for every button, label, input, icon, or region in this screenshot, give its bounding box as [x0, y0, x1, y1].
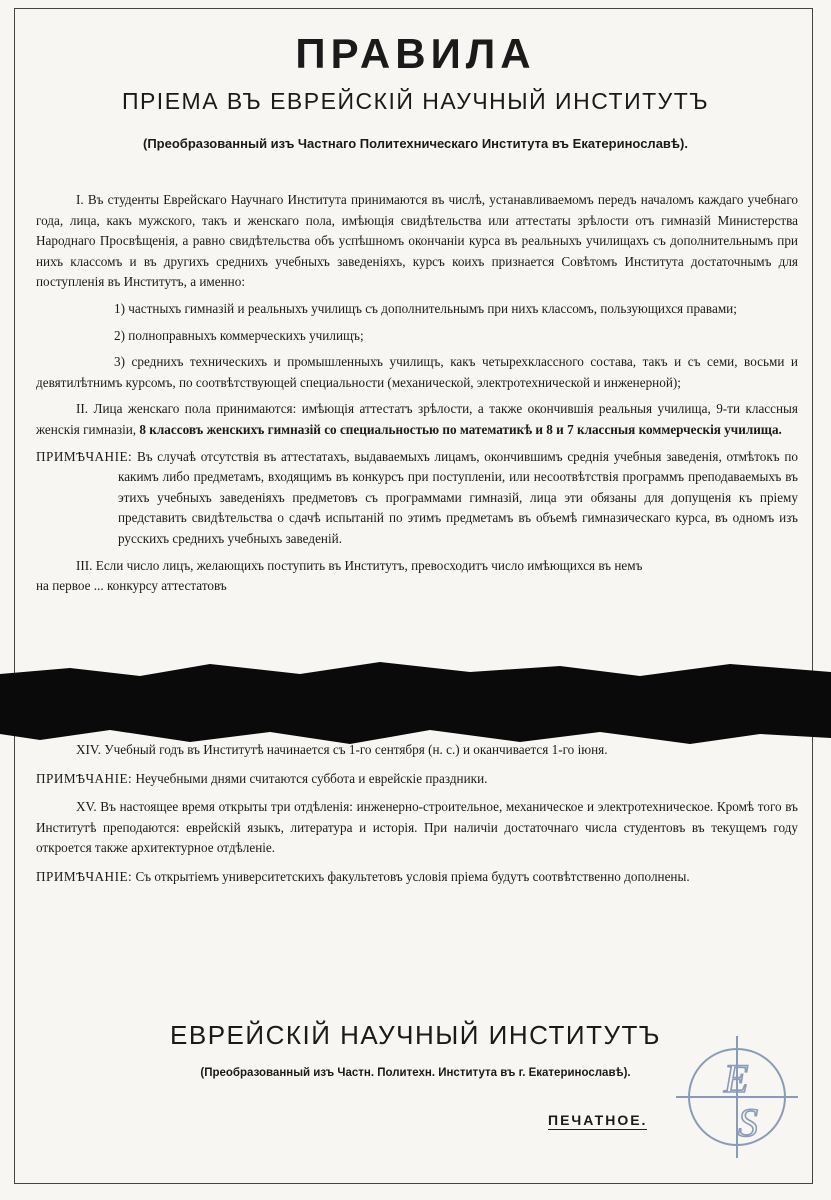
note-1-text: Въ случаѣ отсутствія въ аттестатахъ, выдаваемыхъ лицамъ, окончившимъ среднія учебныя заведенія, отмѣтокъ по какимъ либо предметамъ, входящимъ въ конкурсъ при поступленіи, или несоотвѣтствія программъ преподаваемыхъ въ этихъ учебныхъ заведеніяхъ предметовъ съ программами гимназій, лица эти обязаны для допущенія къ пріему представить свидѣтельства о сдачѣ испытаній по этимъ предметамъ въ объемѣ гимназическаго курса, въ одномъ изъ русскихъ среднихъ учебныхъ заведеній.: [118, 448, 798, 546]
footer-title: ЕВРЕЙСКІЙ НАУЧНЫЙ ИНСТИТУТЪ: [170, 1020, 661, 1050]
section-2-text: II. Лица женскаго пола принимаются: имѣющія аттестатъ зрѣлости, а также окончившія реальныя училища, 9-ти классныя женскія гимназіи,: [36, 401, 798, 437]
es-watermark-icon: [672, 1032, 802, 1162]
section-2-bold-text: 8 классовъ женскихъ гимназій со специальностью по математикѣ и 8 и 7 классныя коммерческія училища.: [139, 421, 782, 437]
section-1-item-2: 2) полноправныхъ коммерческихъ училищъ;: [114, 327, 364, 343]
note-2: [36, 769, 798, 790]
rules-body-lower: [36, 740, 798, 888]
section-14: XIV. Учебный годъ въ Институтѣ начинается съ 1-го сентября (н. с.) и оканчивается 1-го іюня.: [76, 742, 608, 757]
note-3-text: Съ открытіемъ университетскихъ факультетовъ условія пріема будутъ соотвѣтственно дополнены.: [135, 868, 690, 884]
watermark-letter-s: S: [738, 1100, 758, 1145]
section-1-item-3: 3) среднихъ техническихъ и промышленныхъ училищъ, какъ четырехклассного состава, такъ и съ семи, восьми и девятилѣтнимъ курсомъ, по соотвѣтствующей специальности (механической, электротехнической и инженерной);: [36, 354, 798, 390]
note-2-label: ПРИМѢЧАНІЕ:: [36, 770, 133, 786]
redaction-band: [0, 656, 831, 752]
watermark-letter-e: E: [724, 1056, 749, 1101]
document-title: ПРАВИЛА: [295, 30, 536, 77]
section-3-partial: на первое ... конкурсу аттестатовъ: [36, 578, 227, 594]
rules-body-upper: [36, 190, 798, 597]
section-15: XV. Въ настоящее время открыты три отдѣленія: инженерно-строительное, механическое и электротехническое. Кромѣ того въ Институтѣ преподаются: еврейскій языкъ, литература и исторія. При наличіи достаточнаго числа студентовъ въ текущемъ году откроется также архитектурное отдѣленіе.: [36, 799, 798, 856]
printed-stamp: ПЕЧАТНОЕ.: [548, 1112, 648, 1128]
section-2: [36, 399, 798, 440]
note-3-label: ПРИМѢЧАНІЕ:: [36, 868, 133, 884]
section-1-item-1: 1) частныхъ гимназій и реальныхъ училищъ съ дополнительнымъ при нихъ классомъ, пользующихся правами;: [114, 300, 737, 316]
note-1: [36, 447, 798, 550]
document-subnote: (Преобразованный изъ Частнаго Политехническаго Института въ Екатеринославѣ).: [143, 136, 688, 151]
document-subtitle: ПРІЕМА ВЪ ЕВРЕЙСКІЙ НАУЧНЫЙ ИНСТИТУТЪ: [121, 88, 710, 114]
section-1-intro: I. Въ студенты Еврейскаго Научнаго Института принимаются въ числѣ, устанавливаемомъ передъ началомъ каждаго учебнаго года, лица, какъ мужского, такъ и женскаго пола, имѣющія свидѣтельства или аттестаты зрѣлости отъ гимназій Министерства Народнаго Просвѣщенія, а равно свидѣтельства объ успѣшномъ окончаніи курса въ реальныхъ училищахъ съ дополнительнымъ при нихъ классомъ и въ другихъ среднихъ учебныхъ заведеніяхъ, курсъ коихъ признается Совѣтомъ Института достаточнымъ для поступленія въ Институтъ, а именно:: [36, 192, 798, 290]
section-3: III. Если число лицъ, желающихъ поступить въ Институтъ, превосходитъ число имѣющихся въ немъ: [76, 557, 643, 573]
footer-subtitle: (Преобразованный изъ Частн. Политехн. Института въ г. Екатеринославѣ).: [200, 1067, 631, 1079]
note-3: [36, 867, 798, 888]
note-1-label: ПРИМѢЧАНІЕ:: [36, 448, 133, 464]
note-2-text: Неучебными днями считаются суббота и еврейскіе праздники.: [135, 770, 488, 786]
